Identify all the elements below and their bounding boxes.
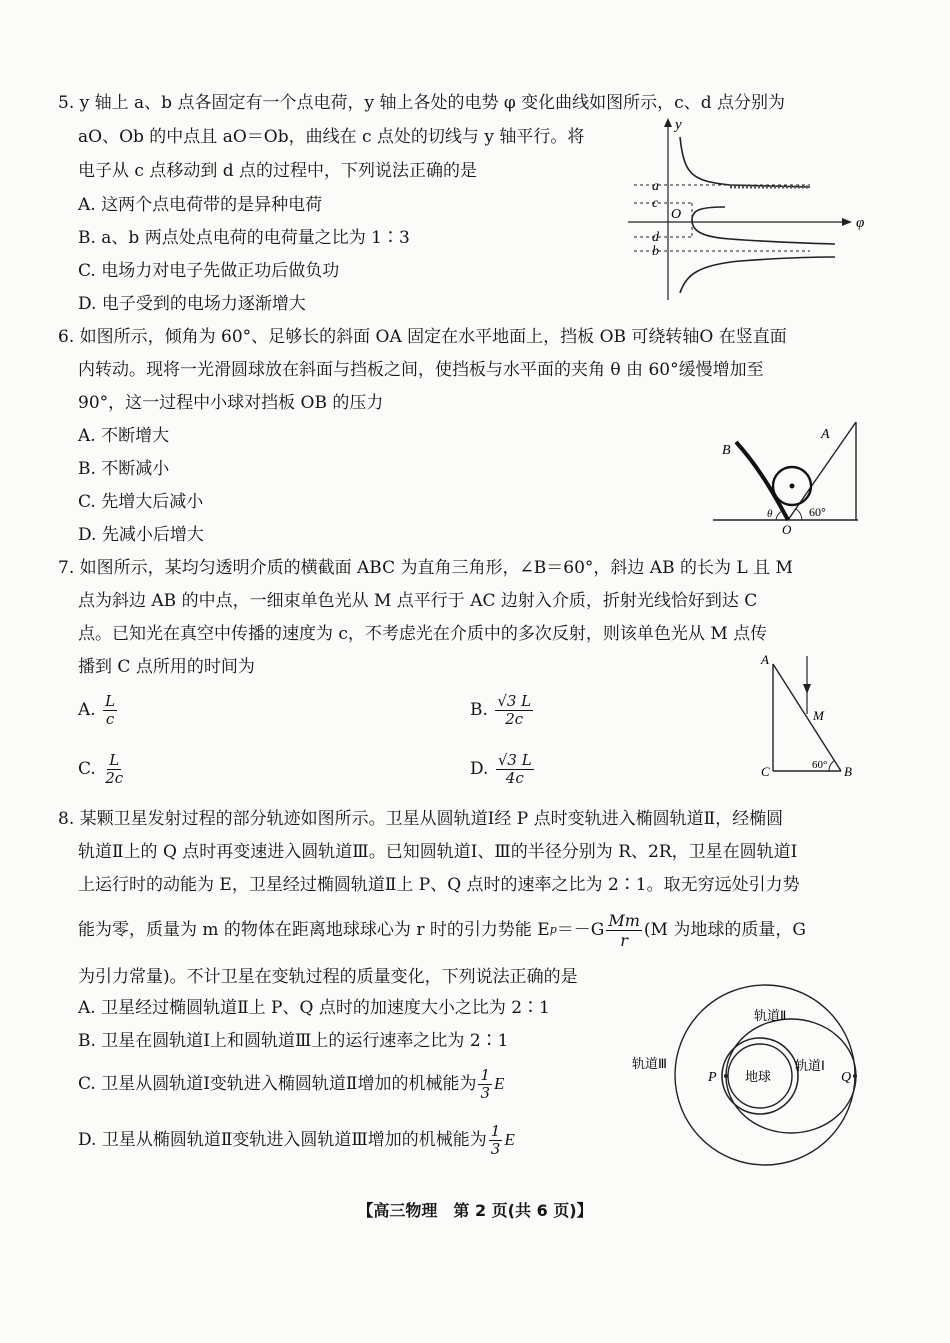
q8-line4-text-b: ＝－G xyxy=(556,920,605,940)
q5-fig-a-label: a xyxy=(652,179,659,194)
q7-option-b-num: √3 L xyxy=(497,692,532,710)
q5-line1: 5. y 轴上 a、b 点各固定有一个点电荷，y 轴上各处的电势 φ 变化曲线如图所示，c、d 点分别为 xyxy=(58,93,785,113)
q8-orbit-figure xyxy=(628,980,868,1170)
q8-option-d xyxy=(78,1118,515,1162)
q5-option-d: D. 电子受到的电场力逐渐增大 xyxy=(78,294,306,314)
q7-option-a xyxy=(78,693,119,728)
q8-option-b: B. 卫星在圆轨道Ⅰ上和圆轨道Ⅲ上的运行速率之比为 2∶1 xyxy=(78,1031,509,1051)
q6-line1: 6. 如图所示，倾角为 60°、足够长的斜面 OA 固定在水平地面上，挡板 OB 可绕转轴O 在竖直面 xyxy=(58,327,787,347)
q5-potential-figure xyxy=(620,115,870,305)
q6-option-c: C. 先增大后减小 xyxy=(78,492,204,512)
q5-line3: 电子从 c 点移动到 d 点的过程中，下列说法正确的是 xyxy=(78,161,478,181)
q8-fig-earth-label: 地球 xyxy=(745,1069,772,1084)
q7-option-b-den: 2c xyxy=(505,710,524,728)
q8-line3: 上运行时的动能为 E，卫星经过椭圆轨道Ⅱ上 P、Q 点时的速率之比为 2∶1。取无穷远处引力势 xyxy=(78,875,800,895)
q5-fig-c-label: c xyxy=(652,196,659,211)
q8-fig-orbit2-label: 轨道Ⅱ xyxy=(754,1008,787,1023)
q5-fig-phi-label: φ xyxy=(856,215,865,231)
q7-option-a-letter: A. xyxy=(78,700,96,720)
q7-option-a-den: c xyxy=(105,710,115,728)
q7-option-d-den: 4c xyxy=(505,769,524,787)
q6-fig-b-label: B xyxy=(722,443,731,458)
q6-fig-o-label: O xyxy=(782,522,792,537)
q8-line4-frac-den: r xyxy=(620,930,628,950)
q7-fig-m-label: M xyxy=(813,708,824,723)
q8-line2: 轨道Ⅱ上的 Q 点时再变速进入圆轨道Ⅲ。已知圆轨道Ⅰ、Ⅲ的半径分别为 R、2R，卫星在圆轨道Ⅰ xyxy=(78,842,798,862)
q5-option-a: A. 这两个点电荷带的是异种电荷 xyxy=(78,195,323,215)
q8-line1: 8. 某颗卫星发射过程的部分轨迹如图所示。卫星从圆轨道Ⅰ经 P 点时变轨进入椭圆轨道Ⅱ，经椭圆 xyxy=(58,809,784,829)
q7-option-d-num: √3 L xyxy=(497,751,532,769)
q8-fig-p-label: P xyxy=(708,1070,717,1085)
q6-incline-figure xyxy=(708,420,873,538)
q6-line3: 90°，这一过程中小球对挡板 OB 的压力 xyxy=(78,393,384,413)
q7-option-c-num: L xyxy=(109,751,120,769)
q5-option-c: C. 电场力对电子先做正功后做负功 xyxy=(78,261,340,281)
q7-fig-b-label: B xyxy=(844,764,852,779)
q8-option-d-text: D. 卫星从椭圆轨道Ⅱ变轨进入圆轨道Ⅲ增加的机械能为 xyxy=(78,1130,487,1150)
q8-option-c-text: C. 卫星从圆轨道Ⅰ变轨进入椭圆轨道Ⅱ增加的机械能为 xyxy=(78,1074,477,1094)
q7-option-c-letter: C. xyxy=(78,759,96,779)
q5-option-b: B. a、b 两点处点电荷的电荷量之比为 1∶3 xyxy=(78,228,410,248)
q8-option-d-frac-num: 1 xyxy=(490,1121,501,1140)
q7-triangle-figure xyxy=(755,650,865,780)
q7-line4: 播到 C 点所用的时间为 xyxy=(78,657,255,677)
q7-option-d xyxy=(470,752,536,787)
q8-option-c xyxy=(78,1062,504,1106)
q8-line5: 为引力常量)。不计卫星在变轨过程的质量变化，下列说法正确的是 xyxy=(78,967,578,987)
q8-option-d-tail: E xyxy=(504,1130,515,1149)
q6-fig-a-label: A xyxy=(821,427,830,442)
q8-line4-text-a: 能为零，质量为 m 的物体在距离地球球心为 r 时的引力势能 E xyxy=(78,920,550,940)
q7-option-b xyxy=(470,693,535,728)
q8-fig-q-label: Q xyxy=(841,1070,852,1085)
q7-line2: 点为斜边 AB 的中点，一细束单色光从 M 点平行于 AC 边射入介质，折射光线恰好到达 C xyxy=(78,591,758,611)
q6-option-b: B. 不断减小 xyxy=(78,459,170,479)
q7-option-c xyxy=(78,752,127,787)
q6-line2: 内转动。现将一光滑圆球放在斜面与挡板之间，使挡板与水平面的夹角 θ 由 60°缓慢增加至 xyxy=(78,360,764,380)
q8-line4-subscript: p xyxy=(549,923,557,936)
q7-option-c-den: 2c xyxy=(105,769,124,787)
q8-option-c-frac-num: 1 xyxy=(480,1065,491,1084)
q7-fig-c-label: C xyxy=(761,764,770,779)
q7-option-a-num: L xyxy=(105,692,116,710)
q8-option-c-tail: E xyxy=(494,1074,505,1093)
q8-option-c-frac-den: 3 xyxy=(480,1083,491,1102)
q7-option-d-letter: D. xyxy=(470,759,489,779)
q5-line2: aO、Ob 的中点且 aO＝Ob，曲线在 c 点处的切线与 y 轴平行。将 xyxy=(78,127,585,147)
q5-fig-o-label: O xyxy=(671,207,682,222)
q5-fig-b-label: b xyxy=(652,244,659,259)
q7-option-b-letter: B. xyxy=(470,700,488,720)
q8-option-a: A. 卫星经过椭圆轨道Ⅱ上 P、Q 点时的加速度大小之比为 2∶1 xyxy=(78,998,550,1018)
q7-line3: 点。已知光在真空中传播的速度为 c，不考虑光在介质中的多次反射，则该单色光从 M 点传 xyxy=(78,624,768,644)
q6-fig-theta-label: θ xyxy=(767,508,773,520)
q5-fig-y-label: y xyxy=(675,117,682,133)
page-footer: 【高三物理 第 2 页(共 6 页)】 xyxy=(357,1201,593,1220)
q8-option-d-frac-den: 3 xyxy=(490,1139,501,1158)
q7-fig-a-label: A xyxy=(761,652,769,667)
q8-line4 xyxy=(78,907,806,953)
q6-option-d: D. 先减小后增大 xyxy=(78,525,204,545)
q7-fig-angle-label: 60° xyxy=(812,759,828,771)
q5-fig-d-label: d xyxy=(652,230,659,245)
q8-fig-orbit3-label: 轨道Ⅲ xyxy=(632,1056,667,1071)
q6-option-a: A. 不断增大 xyxy=(78,426,170,446)
q7-line1: 7. 如图所示，某均匀透明介质的横截面 ABC 为直角三角形，∠B＝60°，斜边 AB 的长为 L 且 M xyxy=(58,558,793,578)
q6-fig-angle-label: 60° xyxy=(809,505,826,519)
q8-line4-frac-num: Mm xyxy=(608,910,640,930)
q8-fig-orbit1-label: 轨道Ⅰ xyxy=(795,1058,825,1073)
q8-line4-text-c: (M 为地球的质量，G xyxy=(643,920,806,940)
